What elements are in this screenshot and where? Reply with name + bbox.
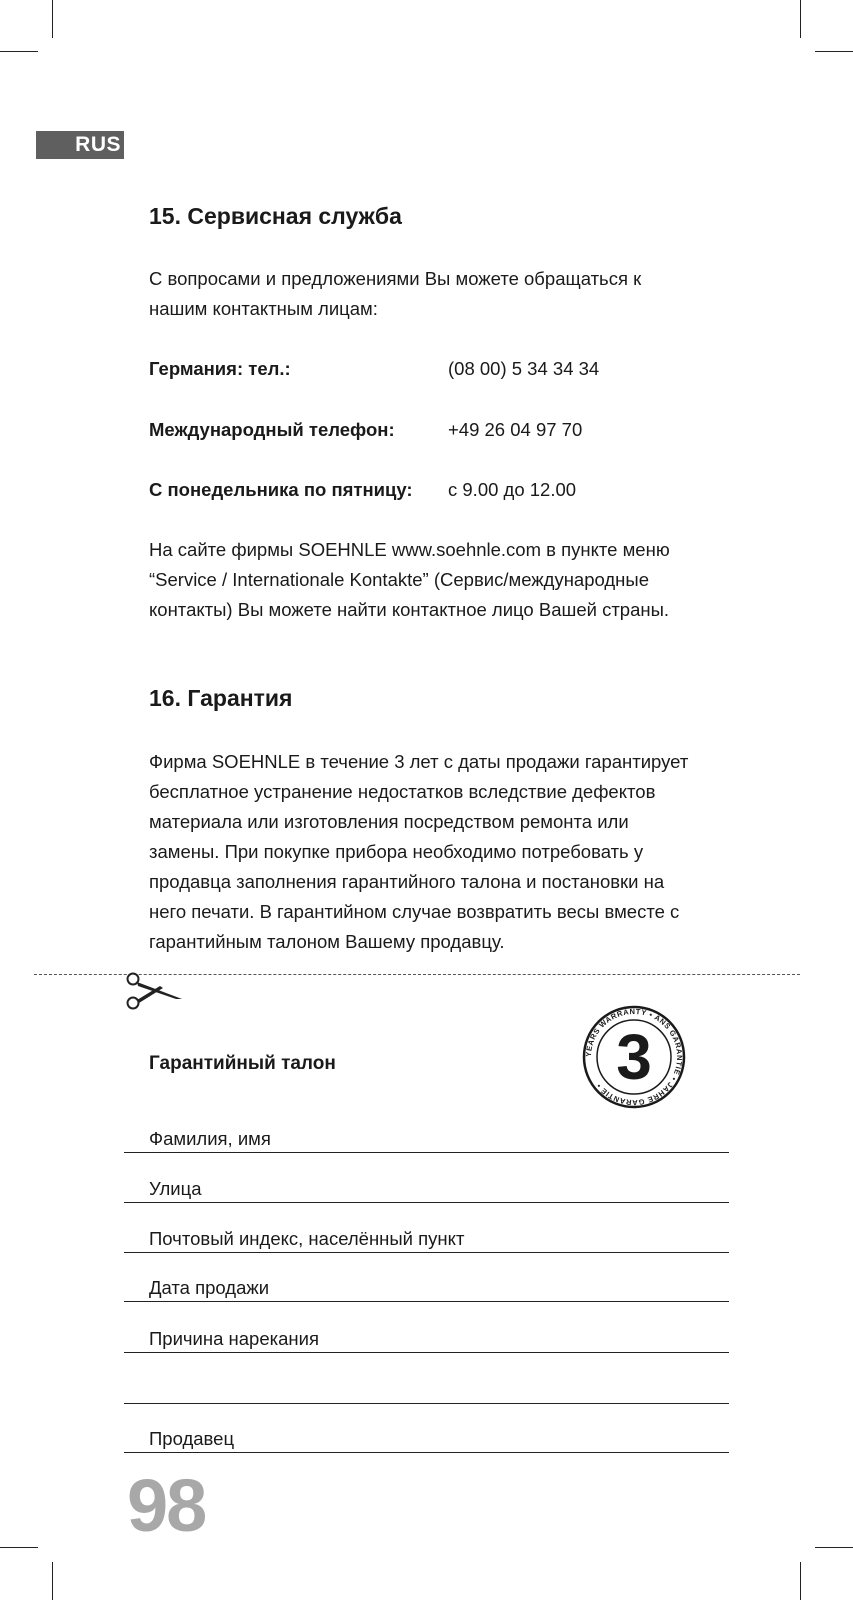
field-label: Продавец	[149, 1428, 235, 1449]
field-label: Почтовый индекс, населённый пункт	[149, 1228, 465, 1249]
service-intro	[149, 264, 749, 324]
contact-row-germany	[149, 354, 749, 384]
field-purchase-date[interactable]	[124, 1268, 729, 1302]
crop-mark	[815, 51, 853, 52]
website-line: На сайте фирмы SOEHNLE www.soehnle.com в пункте меню	[149, 539, 670, 560]
crop-mark	[0, 51, 38, 52]
warranty-line: бесплатное устранение недостатков вследствие дефектов	[149, 781, 656, 802]
crop-mark	[52, 0, 53, 38]
service-website-text	[149, 535, 749, 625]
crop-mark	[815, 1547, 853, 1548]
warranty-line: гарантийным талоном Вашему продавцу.	[149, 931, 505, 952]
contact-value: (08 00) 5 34 34 34	[448, 358, 600, 379]
crop-mark	[0, 1547, 38, 1548]
three-year-warranty-seal	[582, 1005, 686, 1109]
crop-mark	[800, 1562, 801, 1600]
crop-mark	[800, 0, 801, 38]
contact-row-hours	[149, 475, 749, 505]
contact-label: С понедельника по пятницу:	[149, 479, 413, 500]
warranty-line: продавца заполнения гарантийного талона и постановки на	[149, 871, 665, 892]
page-number: 98	[127, 1464, 206, 1547]
contact-value: +49 26 04 97 70	[448, 419, 583, 440]
seal-number: 3	[616, 1021, 652, 1093]
website-line: “Service / Internationale Kontakte” (Сервис/международные	[149, 569, 649, 590]
field-label: Улица	[149, 1178, 202, 1199]
contact-label: Германия: тел.:	[149, 358, 291, 379]
warranty-section	[149, 685, 749, 712]
service-intro-line: нашим контактным лицам:	[149, 298, 378, 319]
contact-value: с 9.00 до 12.00	[448, 479, 577, 500]
warranty-title: 16. Гарантия	[149, 685, 293, 711]
warranty-text	[149, 747, 749, 957]
service-title: 15. Сервисная служба	[149, 203, 402, 229]
field-name[interactable]	[124, 1119, 729, 1153]
warranty-line: него печати. В гарантийном случае возвратить весы вместе с	[149, 901, 680, 922]
field-postcode-city[interactable]	[124, 1219, 729, 1253]
field-complaint-reason[interactable]	[124, 1319, 729, 1353]
field-seller[interactable]	[124, 1419, 729, 1453]
field-label: Фамилия, имя	[149, 1128, 271, 1149]
contact-row-international	[149, 415, 749, 445]
warranty-line: Фирма SOEHNLE в течение 3 лет с даты продажи гарантирует	[149, 751, 689, 772]
field-label: Дата продажи	[149, 1277, 270, 1298]
warranty-line: материала или изготовления посредством ремонта или	[149, 811, 629, 832]
service-section	[149, 203, 749, 230]
service-intro-line: С вопросами и предложениями Вы можете обращаться к	[149, 268, 642, 289]
scissors-icon	[124, 970, 184, 1010]
warranty-line: замены. При покупке прибора необходимо потребовать у	[149, 841, 644, 862]
contact-label: Международный телефон:	[149, 419, 395, 440]
warranty-card-title: Гарантийный талон	[149, 1053, 336, 1074]
language-tab: RUS	[36, 131, 124, 159]
seal-ring-text: YEARS WARRANTY • ANS GARANTIE • JAHRE GARANTIE •	[583, 1006, 685, 1108]
field-street[interactable]	[124, 1169, 729, 1203]
crop-mark	[52, 1562, 53, 1600]
field-complaint-reason-extra[interactable]	[124, 1370, 729, 1404]
website-line: контакты) Вы можете найти контактное лицо Вашей страны.	[149, 599, 670, 620]
field-label: Причина нарекания	[149, 1328, 319, 1349]
